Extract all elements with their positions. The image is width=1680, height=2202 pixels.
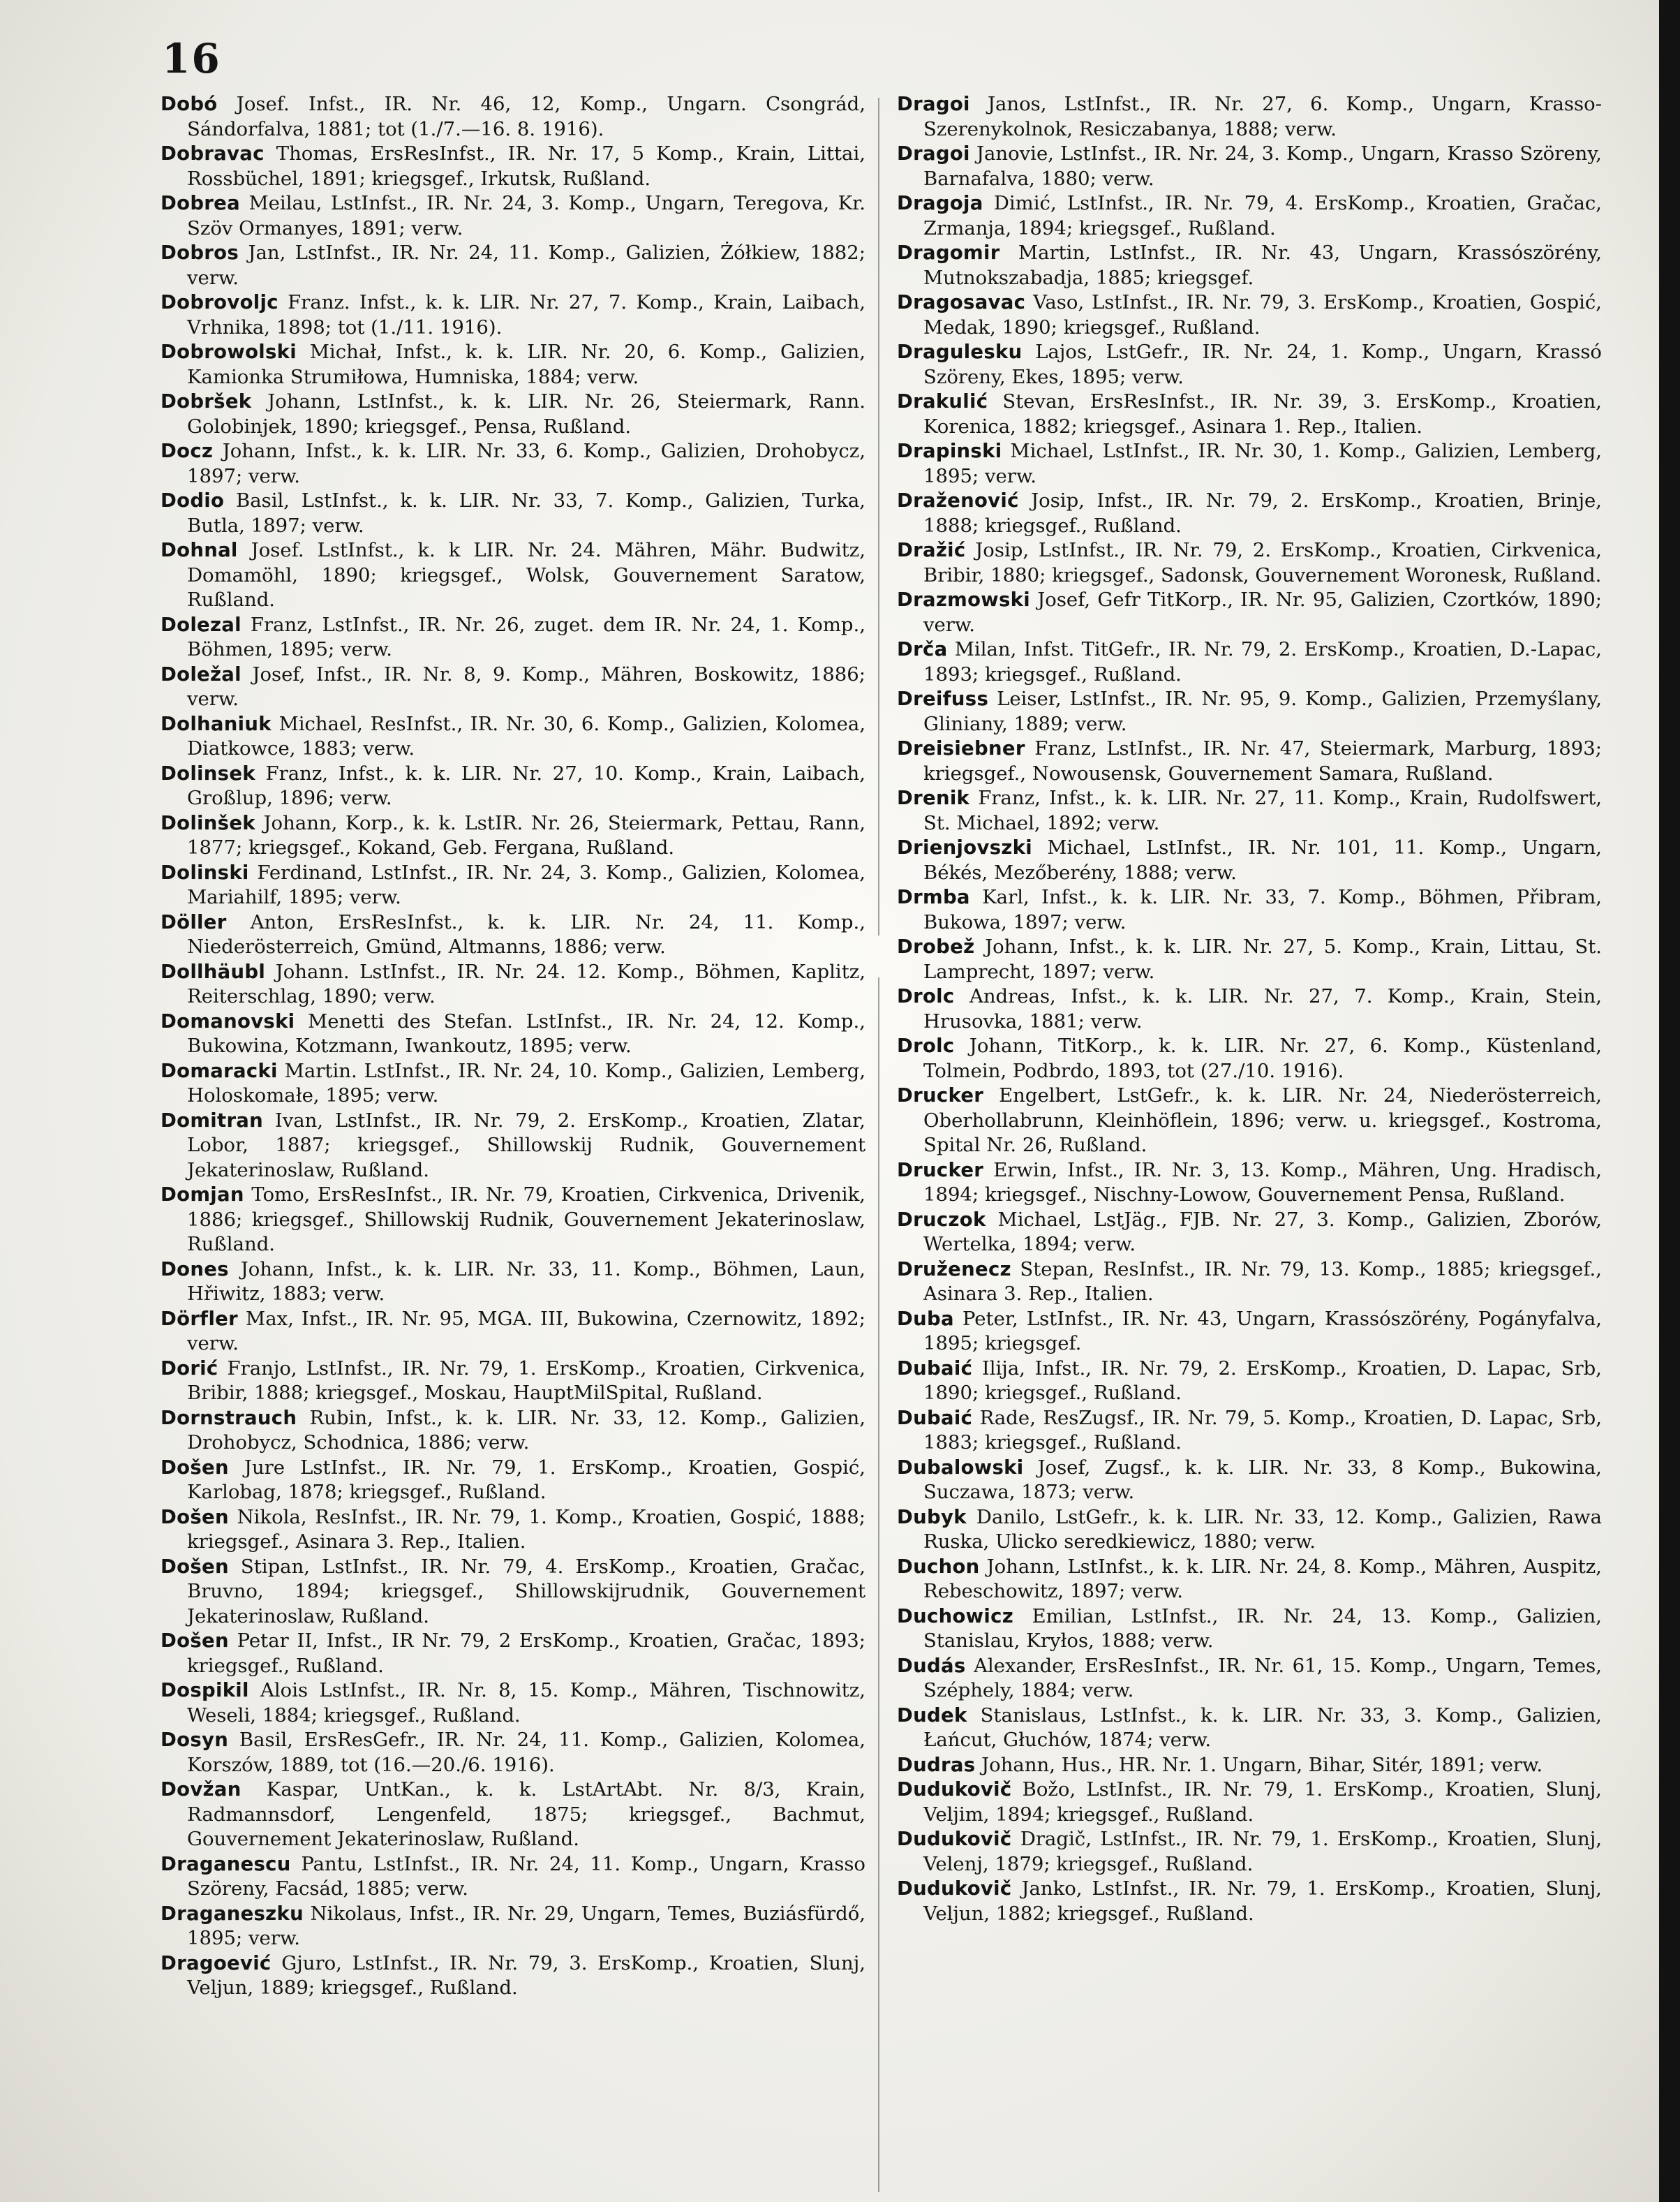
register-entry xyxy=(161,811,865,861)
register-entry xyxy=(161,1307,865,1357)
entry-surname: Drazmowski xyxy=(897,589,1030,611)
entry-details: Johann, Infst., k. k. LIR. Nr. 27, 5. Komp., Krain, Littau, St. Lamprecht, 1897; verw. xyxy=(923,936,1603,983)
entry-surname: Dohnal xyxy=(161,539,238,561)
entry-surname: Dones xyxy=(161,1257,229,1280)
entry-surname: Došen xyxy=(161,1555,229,1578)
register-entry xyxy=(161,489,865,538)
register-entry xyxy=(897,1158,1602,1208)
register-entry xyxy=(161,910,865,960)
entry-details: Anton, ErsResInfst., k. k. LIR. Nr. 24, 11. Komp., Niederösterreich, Gmünd, Altmanns, 1886; verw. xyxy=(187,910,865,958)
entry-surname: Dobros xyxy=(161,242,239,264)
entry-details: Max, Infst., IR. Nr. 95, MGA. III, Bukowina, Czernowitz, 1892; verw. xyxy=(187,1307,866,1354)
entry-details: Gjuro, LstInfst., IR. Nr. 79, 3. ErsKomp., Kroatien, Slunj, Veljun, 1889; kriegsgef., Rußland. xyxy=(187,1951,865,1999)
entry-surname: Došen xyxy=(161,1456,229,1479)
entry-details: Johann. LstInfst., IR. Nr. 24. 12. Komp., Böhmen, Kaplitz, Reiterschlag, 1890; verw. xyxy=(187,960,865,1007)
register-entry xyxy=(897,1827,1602,1877)
register-entry xyxy=(897,984,1602,1034)
entry-details: Franz. Infst., k. k. LIR. Nr. 27, 7. Komp., Krain, Laibach, Vrhnika, 1898; tot (1./11. 1916). xyxy=(187,291,865,339)
entry-surname: Dreifuss xyxy=(897,688,989,710)
register-entry xyxy=(161,1555,865,1630)
entry-surname: Dudás xyxy=(897,1654,966,1677)
register-entry xyxy=(161,1406,865,1456)
entry-details: Lajos, LstGefr., IR. Nr. 24, 1. Komp., Ungarn, Krassó Szöreny, Ekes, 1895; verw. xyxy=(923,341,1602,388)
register-entry xyxy=(161,613,865,663)
entry-details: Michael, LstInfst., IR. Nr. 30, 1. Komp., Galizien, Lemberg, 1895; verw. xyxy=(923,440,1602,487)
register-entry xyxy=(161,390,865,439)
entry-details: Peter, LstInfst., IR. Nr. 43, Ungarn, Krassószörény, Pogányfalva, 1895; kriegsgef. xyxy=(923,1307,1602,1354)
register-entry xyxy=(161,1902,865,1951)
register-entry xyxy=(897,836,1602,885)
register-entry xyxy=(161,1678,865,1728)
entry-surname: Drienjovszki xyxy=(897,836,1032,859)
register-entry xyxy=(897,489,1602,538)
entry-details: Josef. LstInfst., k. k LIR. Nr. 24. Mähren, Mähr. Budwitz, Domamöhl, 1890; kriegsgef., Wolsk, Gouvernement Saratow, Rußland. xyxy=(187,539,865,611)
register-entry xyxy=(161,1257,865,1307)
entry-details: Janko, LstInfst., IR. Nr. 79, 1. ErsKomp., Kroatien, Slunj, Veljun, 1882; kriegsgef., Rußland. xyxy=(923,1877,1602,1925)
register-entry xyxy=(161,1059,865,1109)
entry-details: Johann, Infst., k. k. LIR. Nr. 33, 11. Komp., Böhmen, Laun, Hřiwitz, 1883; verw. xyxy=(187,1257,865,1305)
entry-surname: Dorić xyxy=(161,1357,218,1380)
entry-surname: Dudukovič xyxy=(897,1828,1012,1850)
entry-surname: Dobrovoljc xyxy=(161,291,278,313)
entry-details: Johann, LstInfst., k. k. LIR. Nr. 24, 8. Komp., Mähren, Auspitz, Rebeschowitz, 1897; verw. xyxy=(923,1555,1602,1602)
entry-details: Meilau, LstInfst., IR. Nr. 24, 3. Komp., Ungarn, Teregova, Kr. Szöv Ormanyes, 1891; verw. xyxy=(187,192,865,239)
entry-surname: Dragomir xyxy=(897,242,1000,264)
entry-surname: Dolinšek xyxy=(161,811,255,834)
entry-details: Franz, Infst., k. k. LIR. Nr. 27, 11. Komp., Krain, Rudolfswert, St. Michael, 1892; verw. xyxy=(923,787,1602,834)
register-entry xyxy=(161,92,865,142)
register-entry xyxy=(897,1877,1602,1926)
register-entry xyxy=(897,588,1602,637)
entry-surname: Domanovski xyxy=(161,1010,295,1033)
register-entry xyxy=(161,340,865,390)
register-entry xyxy=(161,191,865,241)
entry-details: Basil, ErsResGefr., IR. Nr. 24, 11. Komp., Galizien, Kolomea, Korszów, 1889, tot (16.—20./6. 1916). xyxy=(187,1729,865,1776)
entry-surname: Draganescu xyxy=(161,1852,291,1875)
entry-surname: Dornstrauch xyxy=(161,1406,297,1429)
register-entry xyxy=(897,191,1602,241)
entry-details: Johann, Hus., HR. Nr. 1. Ungarn, Bihar, Sitér, 1891; verw. xyxy=(981,1753,1543,1776)
entry-details: Jan, LstInfst., IR. Nr. 24, 11. Komp., Galizien, Żółkiew, 1882; verw. xyxy=(187,242,865,289)
register-entry xyxy=(161,1183,865,1257)
entry-details: Janos, LstInfst., IR. Nr. 27, 6. Komp., Ungarn, Krasso-Szerenykolnok, Resiczabanya, 1888; verw. xyxy=(923,93,1602,140)
entry-surname: Drucker xyxy=(897,1084,984,1107)
entry-details: Kaspar, UntKan., k. k. LstArtAbt. Nr. 8/3, Krain, Radmannsdorf, Lengenfeld, 1875; kriegsgef., Bachmut, Gouvernement Jekaterinoslaw, Rußland. xyxy=(187,1778,865,1850)
entry-surname: Dragoi xyxy=(897,142,970,165)
entry-details: Ferdinand, LstInfst., IR. Nr. 24, 3. Komp., Galizien, Kolomea, Mariahilf, 1895; verw. xyxy=(187,861,866,908)
register-entry xyxy=(161,1456,865,1505)
register-entry xyxy=(161,1852,865,1902)
register-entry xyxy=(161,1728,865,1778)
register-entry xyxy=(161,538,865,613)
entry-surname: Dubaić xyxy=(897,1357,973,1380)
entry-details: Janovie, LstInfst., IR. Nr. 24, 3. Komp., Ungarn, Krasso Szöreny, Barnafalva, 1880; verw. xyxy=(923,142,1602,190)
entry-details: Michael, ResInfst., IR. Nr. 30, 6. Komp., Galizien, Kolomea, Diatkowce, 1883; verw. xyxy=(187,712,865,760)
entry-surname: Druczok xyxy=(897,1208,986,1231)
register-entry xyxy=(897,1456,1602,1505)
entry-surname: Draženović xyxy=(897,489,1019,512)
entry-surname: Dreisiebner xyxy=(897,737,1025,760)
entry-surname: Döller xyxy=(161,910,227,933)
entry-surname: Dobravac xyxy=(161,142,265,165)
entry-surname: Dolinsek xyxy=(161,762,255,785)
entry-surname: Drmba xyxy=(897,886,970,908)
entry-surname: Dudek xyxy=(897,1704,967,1727)
entry-details: Jure LstInfst., IR. Nr. 79, 1. ErsKomp., Kroatien, Gospić, Karlobag, 1878; kriegsgef., Rußland. xyxy=(187,1456,866,1503)
entry-surname: Dobó xyxy=(161,93,218,115)
entry-details: Michael, LstInfst., IR. Nr. 101, 11. Komp., Ungarn, Békés, Mezőberény, 1888; verw. xyxy=(923,836,1602,884)
register-entry xyxy=(897,1704,1602,1753)
entry-surname: Drolc xyxy=(897,1035,955,1057)
register-entry xyxy=(897,1505,1602,1555)
entry-details: Erwin, Infst., IR. Nr. 3, 13. Komp., Mähren, Ung. Hradisch, 1894; kriegsgef., Nischny-Lowow, Gouvernement Pensa, Rußland. xyxy=(923,1158,1602,1206)
entry-details: Petar II, Infst., IR Nr. 79, 2 ErsKomp., Kroatien, Gračac, 1893; kriegsgef., Rußland. xyxy=(187,1630,865,1677)
entry-details: Stepan, ResInfst., IR. Nr. 79, 13. Komp., 1885; kriegsgef., Asinara 3. Rep., Italien. xyxy=(923,1257,1602,1305)
register-entry xyxy=(897,687,1602,737)
register-entry xyxy=(897,538,1602,588)
entry-surname: Drolc xyxy=(897,985,955,1007)
entry-surname: Dubaić xyxy=(897,1406,973,1429)
register-entry xyxy=(897,1604,1602,1654)
register-entry xyxy=(161,241,865,290)
entry-details: Menetti des Stefan. LstInfst., IR. Nr. 24, 12. Komp., Bukowina, Kotzmann, Iwankoutz, 1895; verw. xyxy=(187,1010,865,1057)
entry-surname: Dragosavac xyxy=(897,291,1026,313)
entry-surname: Dollhäubl xyxy=(161,960,266,983)
entry-surname: Dospikil xyxy=(161,1679,249,1701)
entry-surname: Dobrowolski xyxy=(161,341,297,363)
register-entry xyxy=(897,1357,1602,1406)
entry-surname: Dosyn xyxy=(161,1729,229,1751)
register-entry xyxy=(161,663,865,712)
entry-details: Josef, Infst., IR. Nr. 8, 9. Komp., Mähren, Boskowitz, 1886; verw. xyxy=(187,663,865,710)
entry-surname: Domjan xyxy=(161,1183,244,1206)
register-entry xyxy=(161,712,865,762)
entry-surname: Draganeszku xyxy=(161,1902,304,1925)
entry-surname: Dobrea xyxy=(161,192,240,214)
entry-surname: Duba xyxy=(897,1307,954,1330)
entry-surname: Dolhaniuk xyxy=(161,712,272,735)
register-entry xyxy=(161,439,865,489)
register-entry xyxy=(897,1753,1602,1778)
register-entry xyxy=(161,1357,865,1406)
entry-surname: Došen xyxy=(161,1630,229,1652)
register-entry xyxy=(161,762,865,811)
left-column xyxy=(161,92,865,2160)
entry-details: Pantu, LstInfst., IR. Nr. 24, 11. Komp., Ungarn, Krasso Szöreny, Facsád, 1885; verw. xyxy=(187,1852,865,1900)
register-entry xyxy=(897,1654,1602,1704)
entry-surname: Doležal xyxy=(161,663,241,686)
column-divider xyxy=(878,98,879,2192)
entry-details: Alexander, ErsResInfst., IR. Nr. 61, 15. Komp., Ungarn, Temes, Széphely, 1884; verw. xyxy=(923,1654,1602,1701)
register-entry xyxy=(897,340,1602,390)
entry-surname: Dubalowski xyxy=(897,1456,1024,1479)
register-entry xyxy=(897,786,1602,836)
register-entry xyxy=(161,290,865,340)
entry-details: Johann, Korp., k. k. LstIR. Nr. 26, Steiermark, Pettau, Rann, 1877; kriegsgef., Kokand, Geb. Fergana, Rußland. xyxy=(187,811,865,859)
entry-details: Stevan, ErsResInfst., IR. Nr. 39, 3. ErsKomp., Kroatien, Korenica, 1882; kriegsgef., Asinara 1. Rep., Italien. xyxy=(923,390,1602,438)
entry-details: Rubin, Infst., k. k. LIR. Nr. 33, 12. Komp., Galizien, Drohobycz, Schodnica, 1886; verw. xyxy=(187,1406,865,1454)
entry-details: Stanislaus, LstInfst., k. k. LIR. Nr. 33, 3. Komp., Galizien, Łańcut, Głuchów, 1874; verw. xyxy=(923,1704,1602,1751)
entry-details: Milan, Infst. TitGefr., IR. Nr. 79, 2. ErsKomp., Kroatien, D.-Lapac, 1893; kriegsgef., Rußland. xyxy=(923,638,1602,686)
register-entry xyxy=(897,1307,1602,1357)
entry-details: Josip, Infst., IR. Nr. 79, 2. ErsKomp., Kroatien, Brinje, 1888; kriegsgef., Rußland. xyxy=(923,489,1602,537)
entry-details: Tomo, ErsResInfst., IR. Nr. 79, Kroatien, Cirkvenica, Drivenik, 1886; kriegsgef., Shillowskij Rudnik, Gouvernement Jekaterinoslaw, Rußland. xyxy=(187,1183,865,1255)
entry-details: Danilo, LstGefr., k. k. LIR. Nr. 33, 12. Komp., Galizien, Rawa Ruska, Ulicko seredkiewicz, 1880; verw. xyxy=(923,1505,1602,1553)
entry-details: Nikolaus, Infst., IR. Nr. 29, Ungarn, Temes, Buziásfürdő, 1895; verw. xyxy=(187,1902,865,1949)
right-column xyxy=(897,92,1602,2160)
register-entry xyxy=(161,142,865,191)
entry-details: Ilija, Infst., IR. Nr. 79, 2. ErsKomp., Kroatien, D. Lapac, Srb, 1890; kriegsgef., Rußland. xyxy=(923,1357,1603,1404)
entry-surname: Drakulić xyxy=(897,390,988,413)
entry-surname: Dobršek xyxy=(161,390,252,413)
entry-details: Martin, LstInfst., IR. Nr. 43, Ungarn, Krassószörény, Mutnokszabadja, 1885; kriegsgef. xyxy=(923,242,1602,289)
entry-details: Josip, LstInfst., IR. Nr. 79, 2. ErsKomp., Kroatien, Cirkvenica, Bribir, 1880; kriegsgef., Sadonsk, Gouvernement Woronesk, Rußland. xyxy=(923,539,1603,586)
entry-surname: Dudras xyxy=(897,1753,976,1776)
entry-surname: Duchowicz xyxy=(897,1604,1014,1627)
register-entry xyxy=(161,1505,865,1555)
entry-surname: Druženecz xyxy=(897,1257,1011,1280)
entry-details: Dragič, LstInfst., IR. Nr. 79, 1. ErsKomp., Kroatien, Slunj, Velenj, 1879; kriegsgef., Rußland. xyxy=(923,1828,1603,1875)
register-entry xyxy=(161,1010,865,1059)
entry-details: Josef. Infst., IR. Nr. 46, 12, Komp., Ungarn. Csongrád, Sándorfalva, 1881; tot (1./7.—16. 8. 1916). xyxy=(187,93,865,140)
entry-details: Dimić, LstInfst., IR. Nr. 79, 4. ErsKomp., Kroatien, Gračac, Zrmanja, 1894; kriegsgef., Rußland. xyxy=(923,192,1602,239)
entry-surname: Duchon xyxy=(897,1555,980,1578)
entry-details: Josef, Zugsf., k. k. LIR. Nr. 33, 8 Komp., Bukowina, Suczawa, 1873; verw. xyxy=(923,1456,1603,1503)
entry-details: Engelbert, LstGefr., k. k. LIR. Nr. 24, Niederösterreich, Oberhollabrunn, Kleinhöflein, 1896; verw. u. kriegsgef., Kostroma, Spital Nr. 26, Rußland. xyxy=(923,1084,1602,1156)
entry-details: Johann, LstInfst., k. k. LIR. Nr. 26, Steiermark, Rann. Golobinjek, 1890; kriegsgef., Pensa, Rußland. xyxy=(187,390,865,438)
register-entry xyxy=(897,1778,1602,1827)
entry-surname: Domaracki xyxy=(161,1059,278,1082)
entry-details: Alois LstInfst., IR. Nr. 8, 15. Komp., Mähren, Tischnowitz, Weseli, 1884; kriegsgef., Rußland. xyxy=(187,1679,865,1727)
register-entry xyxy=(897,290,1602,340)
register-entry xyxy=(897,1555,1602,1604)
entry-surname: Dörfler xyxy=(161,1307,238,1330)
register-entry xyxy=(897,142,1602,191)
register-entry xyxy=(897,439,1602,489)
entry-details: Andreas, Infst., k. k. LIR. Nr. 27, 7. Komp., Krain, Stein, Hrusovka, 1881; verw. xyxy=(923,985,1602,1033)
entry-details: Michał, Infst., k. k. LIR. Nr. 20, 6. Komp., Galizien, Kamionka Strumiłowa, Humniska, 1884; verw. xyxy=(187,341,865,388)
entry-surname: Dragoja xyxy=(897,192,983,214)
register-entry xyxy=(161,1109,865,1183)
entry-details: Emilian, LstInfst., IR. Nr. 24, 13. Komp., Galizien, Stanislau, Kryłos, 1888; verw. xyxy=(923,1604,1602,1652)
entry-details: Stipan, LstInfst., IR. Nr. 79, 4. ErsKomp., Kroatien, Gračac, Bruvno, 1894; kriegsgef., Shillowskijrudnik, Gouvernement Jekaterinoslaw, Rußland. xyxy=(187,1555,865,1627)
register-entry xyxy=(161,1951,865,2001)
entry-details: Basil, LstInfst., k. k. LIR. Nr. 33, 7. Komp., Galizien, Turka, Butla, 1897; verw. xyxy=(187,489,866,537)
register-entry xyxy=(161,861,865,910)
register-entry xyxy=(897,1034,1602,1084)
entry-details: Franjo, LstInfst., IR. Nr. 79, 1. ErsKomp., Kroatien, Cirkvenica, Bribir, 1888; kriegsgef., Moskau, HauptMilSpital, Rußland. xyxy=(187,1357,865,1404)
entry-details: Franz, LstInfst., IR. Nr. 47, Steiermark, Marburg, 1893; kriegsgef., Nowousensk, Gouvernement Samara, Rußland. xyxy=(923,737,1602,785)
entry-surname: Drenik xyxy=(897,787,970,809)
entry-surname: Došen xyxy=(161,1505,229,1528)
scan-edge-shadow xyxy=(1659,0,1680,2202)
entry-details: Franz, LstInfst., IR. Nr. 26, zuget. dem IR. Nr. 24, 1. Komp., Böhmen, 1895; verw. xyxy=(187,613,865,660)
entry-surname: Dragoi xyxy=(897,93,970,115)
entry-surname: Dražić xyxy=(897,539,966,561)
entry-surname: Drča xyxy=(897,638,948,660)
entry-details: Vaso, LstInfst., IR. Nr. 79, 3. ErsKomp., Kroatien, Gospić, Medak, 1890; kriegsgef., Rußland. xyxy=(923,291,1603,339)
register-entry xyxy=(897,885,1602,935)
entry-surname: Dovžan xyxy=(161,1778,241,1801)
entry-details: Franz, Infst., k. k. LIR. Nr. 27, 10. Komp., Krain, Laibach, Großlup, 1896; verw. xyxy=(187,762,865,809)
entry-details: Nikola, ResInfst., IR. Nr. 79, 1. Komp., Kroatien, Gospić, 1888; kriegsgef., Asinara 3. Rep., Italien. xyxy=(187,1505,865,1553)
entry-surname: Dolinski xyxy=(161,861,249,884)
entry-surname: Dubyk xyxy=(897,1505,967,1528)
entry-details: Martin. LstInfst., IR. Nr. 24, 10. Komp., Galizien, Lemberg, Holoskomałe, 1895; verw. xyxy=(187,1059,865,1107)
entry-surname: Domitran xyxy=(161,1109,264,1132)
entry-surname: Dudukovič xyxy=(897,1778,1012,1801)
entry-surname: Dodio xyxy=(161,489,225,512)
entry-details: Ivan, LstInfst., IR. Nr. 79, 2. ErsKomp., Kroatien, Zlatar, Lobor, 1887; kriegsgef., Shillowskij Rudnik, Gouvernement Jekaterinoslaw, Rußland. xyxy=(187,1109,865,1181)
register-entry xyxy=(161,960,865,1010)
register-entry xyxy=(897,1257,1602,1307)
entry-surname: Drucker xyxy=(897,1158,984,1181)
entry-details: Karl, Infst., k. k. LIR. Nr. 33, 7. Komp., Böhmen, Přibram, Bukowa, 1897; verw. xyxy=(923,886,1602,933)
entry-details: Michael, LstJäg., FJB. Nr. 27, 3. Komp., Galizien, Zborów, Wertelka, 1894; verw. xyxy=(923,1208,1602,1255)
entry-surname: Dolezal xyxy=(161,613,241,636)
register-entry xyxy=(161,1778,865,1852)
entry-details: Leiser, LstInfst., IR. Nr. 95, 9. Komp., Galizien, Przemyślany, Gliniany, 1889; verw. xyxy=(923,688,1602,735)
entry-details: Josef, Gefr TitKorp., IR. Nr. 95, Galizien, Czortków, 1890; verw. xyxy=(923,589,1602,636)
entry-details: Božo, LstInfst., IR. Nr. 79, 1. ErsKomp., Kroatien, Slunj, Veljim, 1894; kriegsgef., Rußland. xyxy=(923,1778,1602,1826)
entry-details: Johann, TitKorp., k. k. LIR. Nr. 27, 6. Komp., Küstenland, Tolmein, Podbrdo, 1893, tot (27./10. 1916). xyxy=(923,1035,1602,1082)
entry-surname: Dragulesku xyxy=(897,341,1023,363)
register-entry xyxy=(897,737,1602,786)
entry-surname: Dudukovič xyxy=(897,1877,1012,1900)
entry-surname: Dragoević xyxy=(161,1951,272,1974)
entry-surname: Drobež xyxy=(897,936,975,958)
entry-surname: Drapinski xyxy=(897,440,1002,462)
entry-surname: Docz xyxy=(161,440,214,462)
register-entry xyxy=(897,390,1602,439)
register-entry xyxy=(161,1629,865,1678)
entry-details: Johann, Infst., k. k. LIR. Nr. 33, 6. Komp., Galizien, Drohobycz, 1897; verw. xyxy=(187,440,865,487)
register-entry xyxy=(897,1084,1602,1158)
register-entry xyxy=(897,241,1602,290)
register-entry xyxy=(897,1406,1602,1456)
register-entry xyxy=(897,637,1602,687)
entry-details: Thomas, ErsResInfst., IR. Nr. 17, 5 Komp., Krain, Littai, Rossbüchel, 1891; kriegsgef., Irkutsk, Rußland. xyxy=(187,142,865,190)
entry-details: Rade, ResZugsf., IR. Nr. 79, 5. Komp., Kroatien, D. Lapac, Srb, 1883; kriegsgef., Rußland. xyxy=(923,1406,1602,1454)
register-entry xyxy=(897,92,1602,142)
page-number: 16 xyxy=(162,35,221,82)
register-entry xyxy=(897,1208,1602,1257)
register-entry xyxy=(897,935,1602,984)
